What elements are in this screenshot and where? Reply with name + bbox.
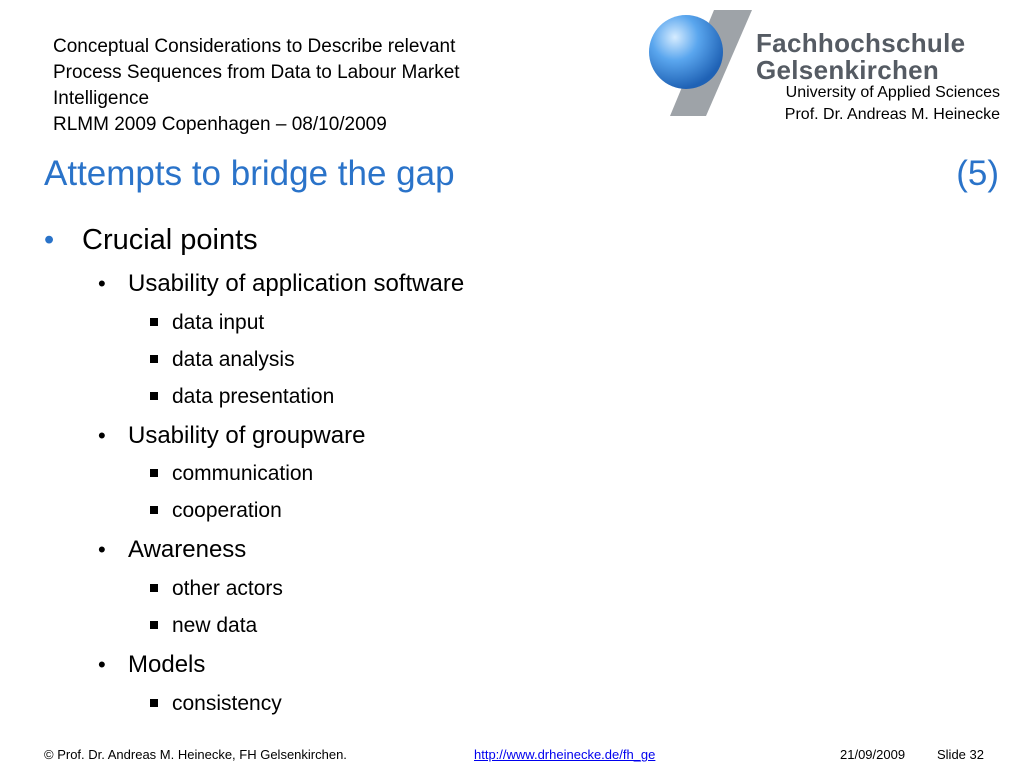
square-bullet-icon (150, 699, 158, 707)
bullet-communication (150, 460, 313, 488)
bullet-text: Awareness (128, 536, 247, 563)
header-line-4: RLMM 2009 Copenhagen – 08/10/2009 (53, 114, 387, 135)
bullet-text: Usability of groupware (128, 422, 366, 449)
bullet-text: Crucial points (82, 224, 258, 256)
bullet-consistency (150, 690, 282, 718)
bullet-text: communication (172, 462, 314, 485)
bullet-dot-icon: • (98, 423, 106, 448)
square-bullet-icon (150, 584, 158, 592)
bullet-usability-groupware (98, 420, 365, 452)
bullet-dot-icon: • (98, 652, 106, 677)
bullet-dot-icon: • (98, 537, 106, 562)
bullet-awareness (98, 534, 246, 566)
bullet-text: data input (172, 311, 265, 334)
bullet-text: cooperation (172, 499, 282, 522)
logo-subtitle-block (785, 82, 1000, 126)
slide-part-number: (5) (956, 154, 999, 193)
bullet-dot-icon: • (98, 271, 106, 296)
bullet-usability-application-software (98, 268, 464, 300)
bullet-text: Models (128, 651, 206, 678)
logo-name (756, 30, 965, 84)
header-line-3: Intelligence (53, 88, 150, 109)
bullet-cooperation (150, 497, 282, 525)
square-bullet-icon (150, 355, 158, 363)
square-bullet-icon (150, 392, 158, 400)
bullet-crucial-points (44, 220, 258, 260)
square-bullet-icon (150, 506, 158, 514)
bullet-text: Usability of application software (128, 270, 465, 297)
author-name: Prof. Dr. Andreas M. Heinecke (784, 106, 1000, 123)
logo-graphic-icon (644, 8, 764, 123)
logo-name-line-1: Fachhochschule (756, 28, 966, 58)
square-bullet-icon (150, 469, 158, 477)
bullet-new-data (150, 612, 257, 640)
square-bullet-icon (150, 621, 158, 629)
bullet-text: other actors (172, 577, 283, 600)
bullet-text: consistency (172, 692, 282, 715)
bullet-dot-icon: • (44, 224, 55, 256)
slide-footer (0, 745, 1024, 765)
bullet-data-input (150, 309, 264, 337)
bullet-text: data analysis (172, 348, 295, 371)
footer-slide-number: Slide 32 (937, 747, 984, 762)
bullet-text: new data (172, 614, 258, 637)
bullet-other-actors (150, 575, 283, 603)
header-line-1: Conceptual Considerations to Describe relevant (53, 36, 456, 57)
university-logo (644, 8, 1024, 128)
logo-name-line-2: Gelsenkirchen (756, 55, 940, 85)
slide-title: Attempts to bridge the gap (44, 154, 455, 193)
footer-website-link[interactable]: http://www.drheinecke.de/fh_ge (474, 747, 656, 762)
bullet-text: data presentation (172, 385, 335, 408)
presentation-header (53, 34, 573, 138)
footer-copyright: © Prof. Dr. Andreas M. Heinecke, FH Gelsenkirchen. (44, 747, 347, 762)
bullet-data-analysis (150, 346, 295, 374)
bullet-models (98, 649, 205, 681)
square-bullet-icon (150, 318, 158, 326)
header-line-2: Process Sequences from Data to Labour Market (53, 62, 460, 83)
bullet-data-presentation (150, 383, 334, 411)
slide-title-row (44, 152, 999, 196)
university-subtitle: University of Applied Sciences (785, 84, 1000, 101)
footer-date: 21/09/2009 (840, 747, 906, 762)
